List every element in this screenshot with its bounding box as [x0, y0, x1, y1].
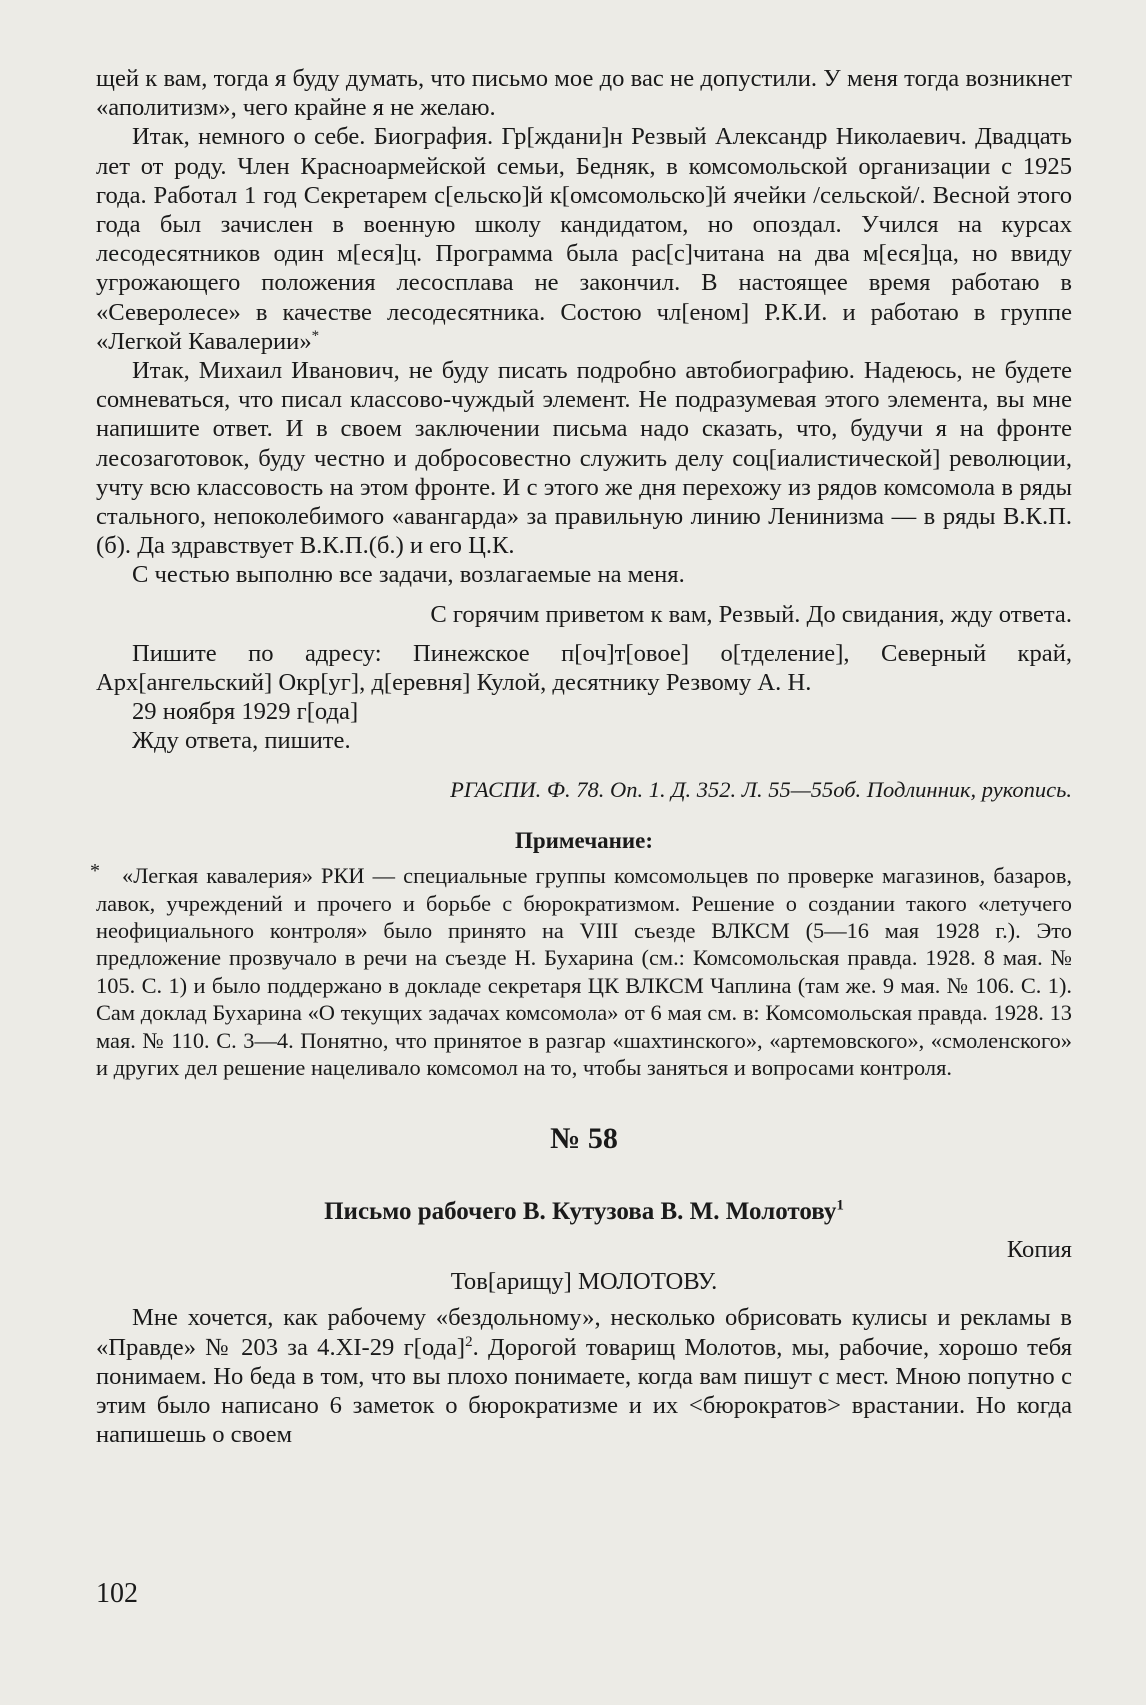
letter-footnote-marker: 2: [465, 1333, 473, 1350]
footnote-star-marker: *: [311, 327, 320, 344]
letter-body-part2: . Дорогой товарищ Молотов, мы, рабочие, хорошо тебя понимаем. Но беда в том, что вы плохо понимаете, когда вам пишут с мест. Мною попутно с этим было написано 6 заметок о бюрократизме и их <бюрократов> врастании. Но когда напишешь о своем: [96, 1333, 1073, 1449]
archive-source: РГАСПИ. Ф. 78. Оп. 1. Д. 352. Л. 55—55об. Подлинник, рукопись.: [450, 776, 1072, 802]
paragraph-duty: С честью выполню все задачи, возлагаемые на меня.: [132, 561, 685, 589]
letter-body: [96, 1303, 1072, 1449]
document-number: № 58: [550, 1122, 618, 1156]
paragraph-closing: Жду ответа, пишите.: [132, 727, 351, 755]
paragraph-biography: [96, 122, 1072, 356]
page-number: 102: [96, 1578, 138, 1609]
paragraph-address: Пишите по адресу: Пинежское п[оч]т[овое] о[тделение], Северный край, Арх[ангельский] Окр[уг], д[еревня] Кулой, десятнику Резвому А. Н.: [96, 639, 1072, 697]
note-star-marker: *: [90, 860, 100, 883]
paragraph-date: 29 ноября 1929 г[ода]: [132, 698, 359, 726]
note-text: [90, 860, 1072, 1081]
copy-label: Копия: [1006, 1236, 1072, 1264]
note-heading: Примечание:: [514, 828, 654, 854]
letter-body-part1: Мне хочется, как рабочему «бездольному», несколько обрисовать кулисы и рекламы в «Правде» № 203 за 4.XI-29 г[ода]: [96, 1304, 1072, 1361]
paragraph-continuation: щей к вам, тогда я буду думать, что письмо мое до вас не допустили. У меня тогда возникнет «аполитизм», чего крайне я не желаю.: [96, 65, 1072, 122]
paragraph-biography-text: Итак, немного о себе. Биография. Гр[ждани]н Резвый Александр Николаевич. Двадцать лет от роду. Член Красноармейской семьи, Бедняк, в комсомольской организации с 1925 года. Работал 1 год Секретарем с[ельско]й к[омсомольско]й ячейки /сельской/. Весной этого года был зачислен в военную школу кандидатом, но опоздал. Учился на курсах лесодесятников один м[еся]ц. Программа была рас[с]читана на два м[еся]ца, но ввиду угрожающего положения лесосплава не закончил. В настоящее время работаю в «Северолесе» в качестве лесодесятника. Состою чл[еном] Р.К.И. и работаю в группе «Легкой Кавалерии»: [96, 123, 1072, 355]
addressee: Тов[арищу] МОЛОТОВУ.: [450, 1268, 718, 1296]
document-title-text: Письмо рабочего В. Кутузова В. М. Молотову: [324, 1198, 837, 1226]
document-title: [96, 1197, 1072, 1227]
paragraph-greeting: С горячим приветом к вам, Резвый. До свидания, жду ответа.: [430, 600, 1072, 628]
document-title-footnote: 1: [836, 1198, 844, 1215]
note-body: «Легкая кавалерия» РКИ — специальные группы комсомольцев по проверке магазинов, базаров, лавок, учреждений и прочего и борьбе с бюрократизмом. Решение о создании такого «летучего неофициального контроля» было принято на VIII съезде ВЛКСМ (5—16 мая 1928 г.). Это предложение прозвучало в речи на съезде Н. Бухарина (см.: Комсомольская правда. 1928. 8 мая. № 105. С. 1) и было поддержано в докладе секретаря ЦК ВЛКСМ Чаплина (там же. 9 мая. № 106. С. 1). Сам доклад Бухарина «О текущих задачах комсомола» от 6 мая см. в: Комсомольская правда. 1928. 13 мая. № 110. С. 3—4. Понятно, что принятое в разгар «шахтинского», «артемовского», «смоленского» и других дел решение нацеливало комсомол на то, чтобы заняться и вопросами контроля.: [96, 863, 1072, 1081]
paragraph-autobiography: Итак, Михаил Иванович, не буду писать подробно автобиографию. Надеюсь, не будете сомневаться, что писал классово-чуждый элемент. Не подразумевая этого элемента, вы мне напишите ответ. И в своем заключении письма надо сказать, что, будучи я на фронте лесозаготовок, буду честно и добросовестно служить делу соц[иалистической] революции, учту всю классовость на этом фронте. И с этого же дня перехожу из рядов комсомола в ряды стального, непоколебимого «авангарда» за правильную линию Ленинизма — в ряды В.К.П.(б). Да здравствует В.К.П.(б.) и его Ц.К.: [96, 357, 1072, 560]
